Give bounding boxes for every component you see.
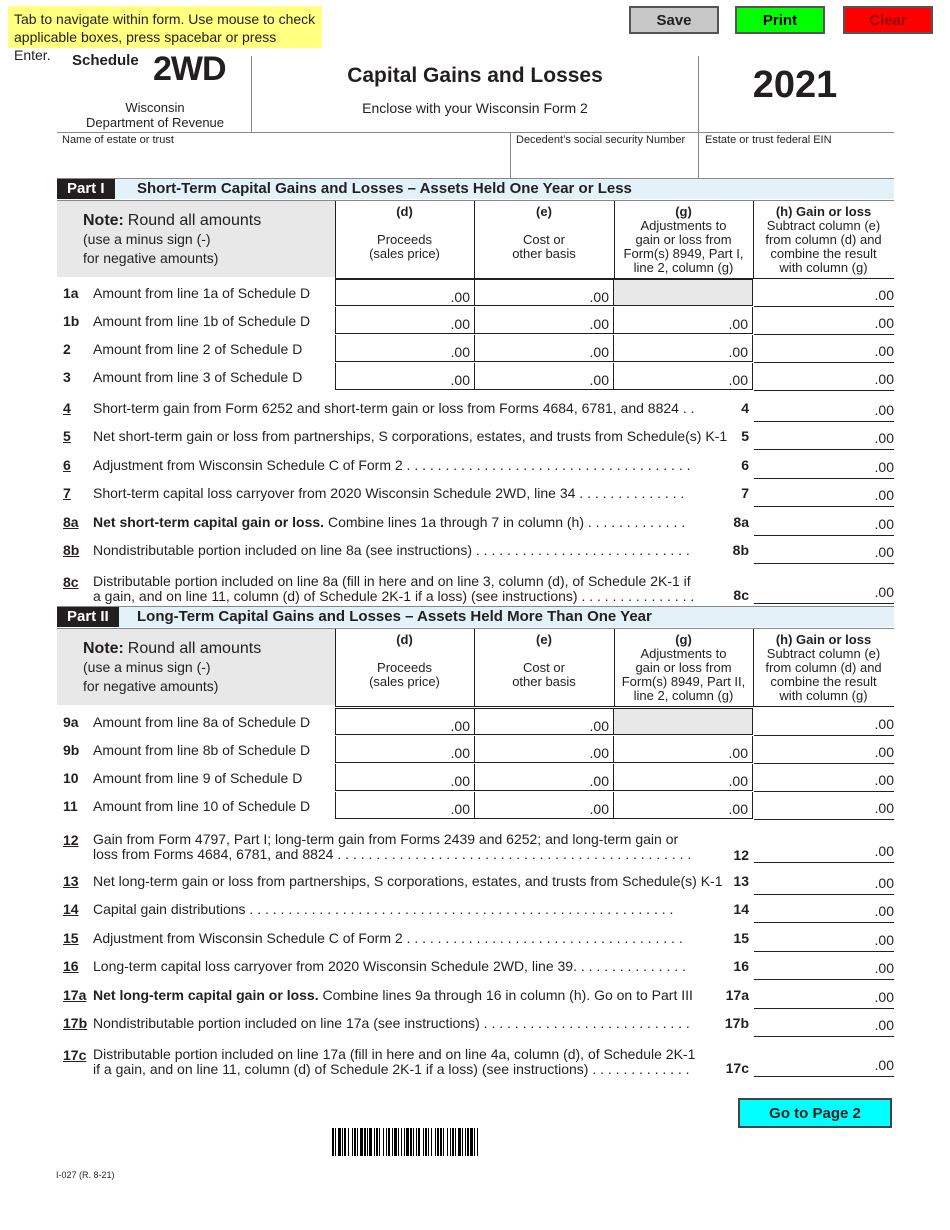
line-10 [57,764,894,792]
line-12-text-2: loss from Forms 4684, 6781, and 8824 . . . . . . . . . . . . . . . . . . . . . . . . . . . . . . . . . . . . . . . . . . . . . . [93,846,692,862]
line-ref: 16 [733,958,749,975]
line-8c [57,568,894,604]
line-8a [57,508,894,536]
line-9a [57,708,894,736]
line-number: 9b [63,742,80,758]
agency-line-2: Department of Revenue [85,115,225,130]
line-text: Adjustment from Wisconsin Schedule C of Form 2 . . . . . . . . . . . . . . . . . . . . . . . . . . . . . . . . . . . . [93,929,683,946]
line-text: Net short-term gain or loss from partnerships, S corporations, estates, and trusts from Schedule(s) K-1 [93,428,728,445]
line-8c-text-1: Distributable portion included on line 8a (fill in here and on line 3, column (d), of Schedule 2K-1 if [93,573,691,589]
line-4 [57,394,894,422]
ssn-input[interactable] [511,148,697,176]
line-number: 5 [63,428,71,445]
agency [60,100,250,130]
col-d-input[interactable]: .00 [335,335,475,362]
line-input[interactable]: .00 [754,451,894,479]
line-12-input[interactable]: .00 [754,835,894,863]
barcode [332,1128,624,1156]
clear-button[interactable]: Clear [843,6,933,34]
agency-line-1: Wisconsin [125,100,185,115]
note-bold: Note: [83,212,124,229]
part1-label: Part I [57,179,115,199]
line-text: Amount from line 8a of Schedule D [93,714,311,730]
column-headers [335,628,894,707]
instructions-hint: Tab to navigate within form. Use mouse to check applicable boxes, press spacebar or press Enter. [8,6,322,48]
col-g-input [613,279,753,306]
col-d-header: (d) Proceeds (sales price) [369,204,440,261]
name-input[interactable] [57,148,509,176]
schedule-label: Schedule [72,52,139,69]
col-d-header: (d) Proceeds (sales price) [369,632,440,689]
line-number: 10 [63,770,79,786]
line-number: 17a [63,986,87,1003]
line-input[interactable]: .00 [754,508,894,536]
line-input[interactable]: .00 [754,895,894,923]
col-d-input[interactable]: .00 [335,363,475,390]
col-h-header: (h) Gain or loss Subtract column (e) from column (d) and combine the result with column (g) [765,204,882,275]
note-line-1: Round all amounts [127,212,262,229]
line-number: 8b [63,542,80,558]
col-e-input[interactable]: .00 [474,708,614,735]
line-6 [57,451,894,479]
line-ref: 8c [733,587,749,603]
col-d-input[interactable]: .00 [335,307,475,334]
col-h-header: (h) Gain or loss Subtract column (e) from column (d) and combine the result with column (g) [765,632,882,703]
line-bold-text: Net long-term capital gain or loss. [93,986,319,1003]
col-g-input[interactable]: .00 [613,363,753,390]
line-17c [57,1041,894,1077]
line-input[interactable]: .00 [754,867,894,895]
line-ref: 4 [741,400,749,416]
line-text: Amount from line 10 of Schedule D [93,798,311,814]
part2-label: Part II [57,607,119,627]
line-number: 9a [63,714,79,730]
col-g-input[interactable]: .00 [613,307,753,334]
col-d-input[interactable]: .00 [335,708,475,735]
line-number: 17c [63,1047,87,1063]
go-to-page-2-button[interactable]: Go to Page 2 [738,1098,892,1128]
part1-title: Short-Term Capital Gains and Losses – Assets Held One Year or Less [137,180,632,197]
line-number: 1a [63,285,79,301]
line-ref: 17c [725,1060,749,1076]
line-number: 4 [63,400,71,416]
col-h-input[interactable]: .00 [754,792,894,820]
print-button[interactable]: Print [735,6,825,34]
name-label: Name of estate or trust [62,134,174,146]
line-input[interactable]: .00 [754,981,894,1009]
part2-title: Long-Term Capital Gains and Losses – Assets Held More Than One Year [137,608,652,625]
line-number: 3 [63,369,71,385]
line-number: 14 [63,901,79,918]
line-7 [57,479,894,507]
column-headers [335,200,894,279]
col-h-input[interactable]: .00 [754,363,894,391]
col-e-input[interactable]: .00 [474,335,614,362]
line-5 [57,422,894,450]
line-number: 7 [63,485,71,502]
col-e-input[interactable]: .00 [474,279,614,306]
line-input[interactable]: .00 [754,536,894,564]
line-16 [57,952,894,980]
col-h-input[interactable]: .00 [754,307,894,335]
col-e-header: (e) Cost or other basis [512,204,576,261]
col-h-input[interactable]: .00 [754,708,894,736]
col-h-input[interactable]: .00 [754,335,894,363]
line-text: Nondistributable portion included on line 8a (see instructions) . . . . . . . . . . . . . . . . . . . . . . . . . . . . [93,542,690,558]
col-d-input[interactable]: .00 [335,792,475,819]
col-h-input[interactable]: .00 [754,736,894,764]
line-text: Combine lines 1a through 7 in column (h) . . . . . . . . . . . . . [324,513,686,530]
col-g-input [613,708,753,735]
col-g-header: (g) Adjustments to gain or loss from Form(s) 8949, Part II, line 2, column (g) [621,632,746,703]
line-text: Amount from line 1a of Schedule D [93,285,311,301]
line-ref: 17b [724,1015,749,1031]
line-8b [57,536,894,564]
line-number: 8c [63,574,79,590]
line-input[interactable]: .00 [754,394,894,422]
save-button[interactable]: Save [629,6,719,34]
line-8c-input[interactable]: .00 [754,576,894,604]
col-d-input[interactable]: .00 [335,764,475,791]
line-input[interactable]: .00 [754,1009,894,1037]
line-17c-text-2: if a gain, and on line 11, column (d) of Schedule 2K-1 if a loss) (see instructions) . . . . . . . . . . . . . [93,1061,690,1077]
page-title: Capital Gains and Losses [347,64,603,87]
note-line-3: for negative amounts) [83,250,219,266]
line-input[interactable]: .00 [754,422,894,450]
line-13 [57,867,894,895]
line-9b [57,736,894,764]
line-1b [57,307,894,335]
line-number: 15 [63,929,79,946]
line-3 [57,363,894,391]
line-number: 6 [63,456,71,473]
line-ref: 8a [733,513,749,530]
col-g-input[interactable]: .00 [613,764,753,791]
line-17c-input[interactable]: .00 [754,1049,894,1077]
divider [698,56,699,178]
col-e-input[interactable]: .00 [474,363,614,390]
line-text: Long-term capital loss carryover from 2020 Wisconsin Schedule 2WD, line 39. . . . . . . . . . . . . . . [93,958,686,975]
ssn-label: Decedent’s social security Number [516,134,686,146]
line-number: 8a [63,513,79,530]
line-number: 12 [63,832,79,848]
page-subtitle: Enclose with your Wisconsin Form 2 [362,100,588,116]
line-text: Amount from line 3 of Schedule D [93,369,303,385]
line-ref: 15 [733,929,749,946]
line-text: Combine lines 9a through 16 in column (h). Go on to Part III [318,986,693,1003]
line-12-text-1: Gain from Form 4797, Part I; long-term gain from Forms 2439 and 6252; and long-term gain or [93,831,679,847]
line-number: 1b [63,313,80,329]
line-input[interactable]: .00 [754,952,894,980]
note-box: Note: Round all amounts (use a minus sign (-) for negative amounts) [57,628,335,705]
line-1a [57,279,894,307]
col-e-input[interactable]: .00 [474,792,614,819]
line-input[interactable]: .00 [754,479,894,507]
part1-header [57,178,894,199]
col-h-input[interactable]: .00 [754,764,894,792]
line-17b [57,1009,894,1037]
line-number: 17b [63,1015,88,1031]
line-ref: 14 [733,901,749,918]
col-g-input[interactable]: .00 [613,792,753,819]
line-ref: 12 [733,847,749,863]
form-id: I-027 (R. 8-21) [56,1170,115,1180]
line-text: Capital gain distributions . . . . . . . . . . . . . . . . . . . . . . . . . . . . . . . . . . . . . . . . . . . . . . . . . . . . . . . [93,901,674,918]
line-17c-text-1: Distributable portion included on line 17a (fill in here and on line 4a, column (d), of Schedule 2K-1 [93,1046,696,1062]
col-h-input[interactable]: .00 [754,279,894,307]
note-box [57,200,335,277]
line-2 [57,335,894,363]
col-e-input[interactable]: .00 [474,736,614,763]
col-g-input[interactable]: .00 [613,736,753,763]
line-15 [57,924,894,952]
col-g-header: (g) Adjustments to gain or loss from Form(s) 8949, Part I, line 2, column (g) [623,204,744,275]
col-e-header: (e) Cost or other basis [512,632,576,689]
part2-header [57,606,894,627]
line-number: 11 [63,798,78,814]
line-ref: 6 [741,456,749,473]
tax-year: 2021 [752,64,838,106]
line-14 [57,895,894,923]
line-ref: 13 [733,873,749,889]
line-12 [57,826,894,862]
line-bold-text: Net short-term capital gain or loss. [93,513,325,530]
col-g-input[interactable]: .00 [613,335,753,362]
col-e-input[interactable]: .00 [474,764,614,791]
note-line-2: (use a minus sign (-) [83,231,211,247]
line-number: 16 [63,958,79,975]
line-17a [57,981,894,1009]
line-text: Nondistributable portion included on line 17a (see instructions) . . . . . . . . . . . . . . . . . . . . . . . . . . . [93,1015,690,1031]
line-text: Net long-term gain or loss from partnerships, S corporations, estates, and trusts from Schedule(s) K-1 [93,873,723,889]
line-ref: 8b [732,542,749,558]
line-text: Adjustment from Wisconsin Schedule C of Form 2 . . . . . . . . . . . . . . . . . . . . . . . . . . . . . . . . . . . . . [93,456,691,473]
line-number: 2 [63,341,71,357]
line-text: Short-term capital loss carryover from 2020 Wisconsin Schedule 2WD, line 34 . . . . . . . . . . . . . . [93,485,685,502]
line-ref: 5 [741,428,749,445]
line-11 [57,792,894,820]
line-text: Amount from line 2 of Schedule D [93,341,303,357]
line-text: Amount from line 8b of Schedule D [93,742,311,758]
line-input[interactable]: .00 [754,924,894,952]
line-ref: 17a [725,986,749,1003]
line-text: Amount from line 9 of Schedule D [93,770,303,786]
line-text: Short-term gain from Form 6252 and short-term gain or loss from Forms 4684, 6781, and 8824 . . [93,400,695,416]
col-d-input[interactable]: .00 [335,279,475,306]
schedule-number: 2WD [153,50,226,88]
divider [57,132,894,133]
line-ref: 7 [741,485,749,502]
line-8c-text-2: a gain, and on line 11, column (d) of Schedule 2K-1 if a loss) (see instructions) . . . . . . . . . . . . . . . [93,588,695,604]
ein-input[interactable] [700,148,894,176]
ein-label: Estate or trust federal EIN [705,134,832,146]
line-text: Amount from line 1b of Schedule D [93,313,311,329]
col-e-input[interactable]: .00 [474,307,614,334]
line-number: 13 [63,873,79,889]
col-d-input[interactable]: .00 [335,736,475,763]
